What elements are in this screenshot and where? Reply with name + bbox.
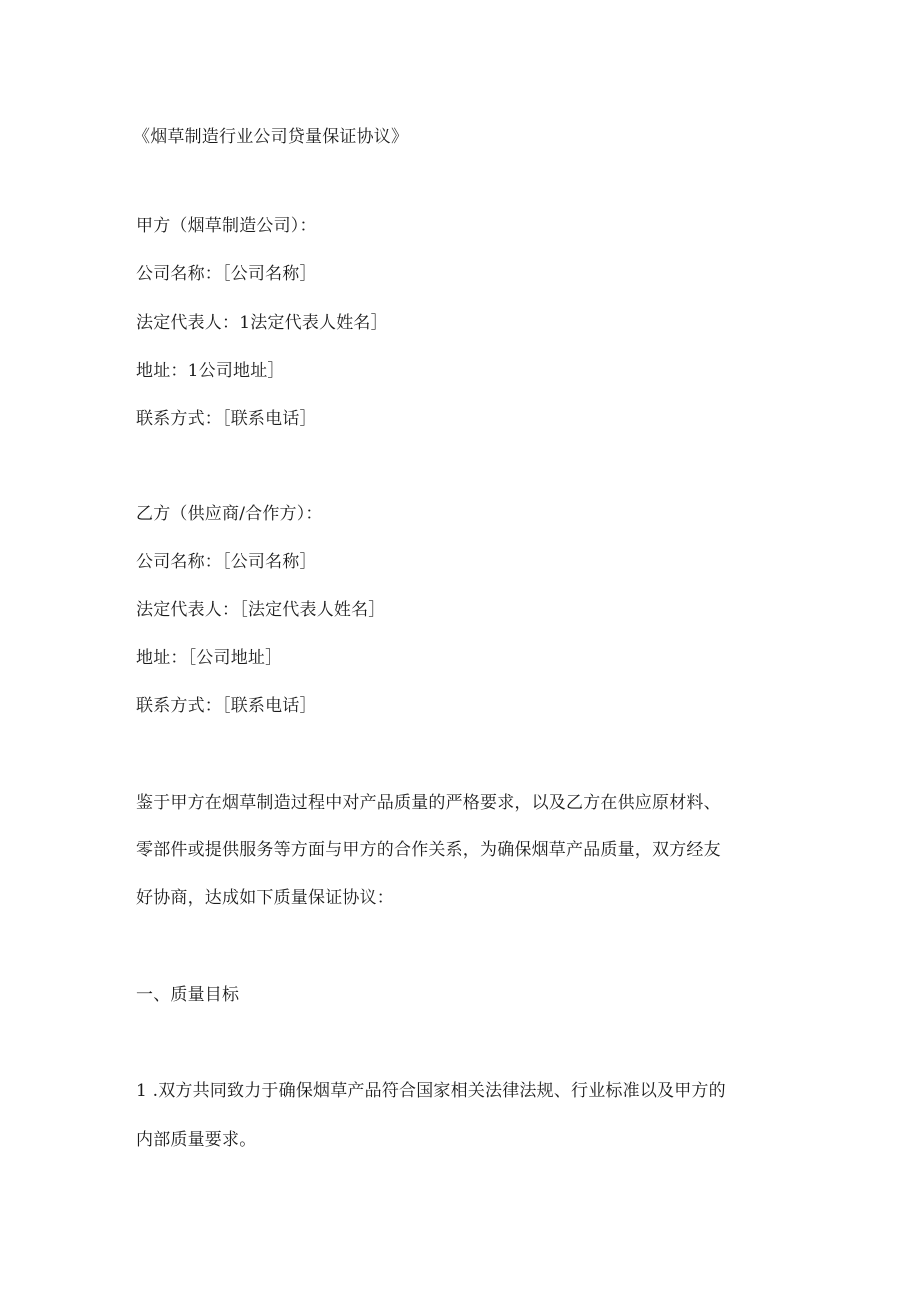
- party-a-address: 地址：1公司地址］: [136, 361, 285, 381]
- party-a-contact: 联系方式：［联系电话］: [136, 409, 317, 429]
- section-1-heading: 一、质量目标: [136, 985, 240, 1005]
- party-b-legal-rep: 法定代表人：［法定代表人姓名］: [136, 600, 386, 620]
- document-title: 《烟草制造行业公司贷量保证协议》: [133, 127, 409, 147]
- party-a-heading: 甲方（烟草制造公司）：: [136, 216, 317, 236]
- clause-1-line-2: 内部质量要求。: [136, 1130, 257, 1150]
- party-a-legal-rep: 法定代表人：1法定代表人姓名］: [136, 313, 388, 333]
- party-a-company-name: 公司名称：［公司名称］: [136, 264, 317, 284]
- party-b-company-name: 公司名称：［公司名称］: [136, 552, 317, 572]
- party-b-address: 地址：［公司地址］: [136, 648, 283, 668]
- preamble-line-1: 鉴于甲方在烟草制造过程中对产品质量的严格要求，以及乙方在供应原材料、: [136, 793, 721, 813]
- party-b-contact: 联系方式：［联系电话］: [136, 696, 317, 716]
- party-b-heading: 乙方（供应商/合作方）：: [136, 504, 323, 524]
- clause-1-line-1: 1 .双方共同致力于确保烟草产品符合国家相关法律法规、行业标准以及甲方的: [136, 1081, 726, 1101]
- preamble-line-3: 好协商，达成如下质量保证协议：: [136, 888, 394, 908]
- preamble-line-2: 零部件或提供服务等方面与甲方的合作关系，为确保烟草产品质量，双方经友: [136, 840, 721, 860]
